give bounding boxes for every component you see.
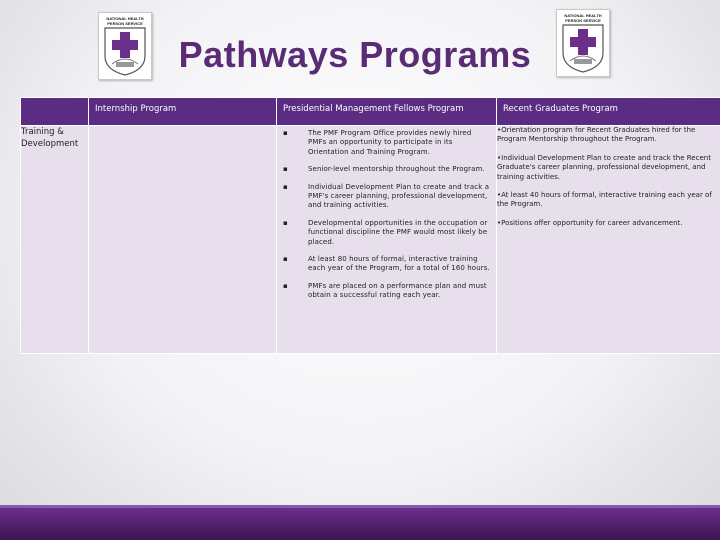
pmf-list [277, 126, 496, 301]
list-item [283, 282, 492, 301]
logo-text: NATIONAL HEALTH PERSON SERVICE [564, 13, 602, 23]
list-item-text: Developmental opportunities in the occupation or functional discipline the PMF would most likely be placed. [308, 218, 488, 246]
internship-cell [89, 126, 277, 354]
list-item: •Orientation program for Recent Graduates hired for the Program Mentorship throughout the Program. [497, 126, 696, 144]
shield-cross-icon [102, 26, 148, 76]
list-item [283, 255, 492, 274]
list-item: •At least 40 hours of formal, interactive training each year of the Program. [497, 191, 712, 209]
bullet-icon: ▪ [283, 218, 288, 227]
header-recent-graduates: Recent Graduates Program [497, 98, 720, 126]
header-internship: Internship Program [89, 98, 277, 126]
bullet-icon: ▪ [283, 255, 288, 264]
table-row [21, 126, 720, 354]
table-header-row [21, 98, 720, 126]
bullet-icon: ▪ [283, 281, 288, 290]
logo-text: NATIONAL HEALTH PERSON SERVICE [106, 16, 144, 26]
list-item [283, 183, 492, 211]
header-cell-empty [21, 98, 89, 126]
recent-graduates-cell [497, 126, 720, 354]
programs-table [20, 97, 720, 354]
shield-cross-icon [560, 23, 606, 73]
bullet-icon: ▪ [283, 165, 288, 174]
row-label-training: Training & Development [21, 126, 89, 354]
agency-logo [98, 12, 152, 80]
list-item-text: PMFs are placed on a performance plan and must obtain a successful rating each year. [308, 281, 487, 300]
list-item [283, 129, 492, 157]
list-item-text: The PMF Program Office provides newly hired PMFs an opportunity to participate in its Orientation and Training Program. [308, 129, 472, 156]
slide-title: Pathways Programs [178, 34, 532, 75]
footer-bar [0, 508, 720, 540]
pmf-cell [277, 126, 497, 354]
list-item-text: At least 80 hours of formal, interactive training each year of the Program, for a total of 160 hours. [308, 255, 490, 273]
bullet-icon: ▪ [283, 182, 288, 191]
list-item-text: Senior-level mentorship throughout the Program. [308, 165, 485, 174]
header-pmf: Presidential Management Fellows Program [277, 98, 497, 126]
bullet-icon: ▪ [283, 129, 288, 137]
list-item [283, 219, 492, 247]
list-item [283, 165, 492, 174]
list-item: •Positions offer opportunity for career advancement. [497, 218, 683, 227]
list-item-text: Individual Development Plan to create and track a PMF's career planning, professional development, and training activities. [308, 182, 490, 210]
agency-logo [556, 9, 610, 77]
list-item: •Individual Development Plan to create and track the Recent Graduate's career planning, professional development, and training activities. [497, 153, 711, 181]
